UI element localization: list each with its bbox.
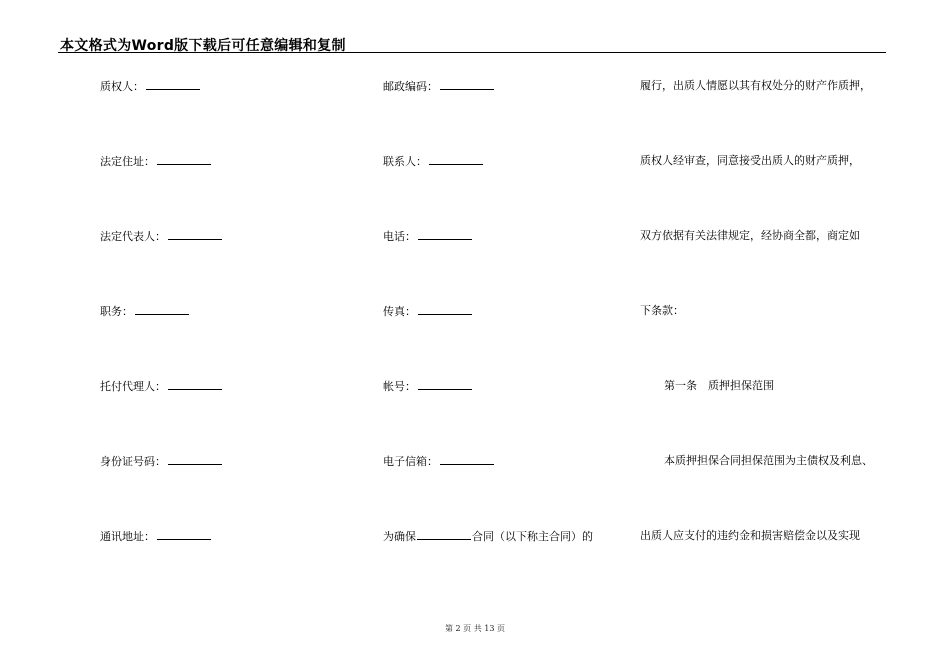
sentence-start: 为确保 bbox=[383, 530, 416, 543]
field-label: 法定住址： bbox=[100, 155, 155, 168]
phone-field bbox=[383, 229, 472, 244]
field-label: 职务： bbox=[100, 305, 133, 318]
mailing-address-field bbox=[100, 529, 211, 544]
main-contract-sentence bbox=[383, 529, 593, 544]
blank-line bbox=[168, 229, 222, 240]
blank-line bbox=[417, 529, 471, 540]
field-label: 质权人： bbox=[100, 80, 144, 93]
blank-line bbox=[429, 154, 483, 165]
field-label: 法定代表人： bbox=[100, 230, 166, 243]
blank-line bbox=[418, 229, 472, 240]
body-text-line: 履行，出质人情愿以其有权处分的财产作质押， bbox=[640, 79, 871, 92]
id-number-field bbox=[100, 454, 222, 469]
account-field bbox=[383, 379, 472, 394]
field-label: 邮政编码： bbox=[383, 80, 438, 93]
body-text-line: 下条款： bbox=[640, 304, 684, 317]
field-label: 托付代理人： bbox=[100, 380, 166, 393]
field-label: 通讯地址： bbox=[100, 530, 155, 543]
field-label: 帐号： bbox=[383, 380, 416, 393]
blank-line bbox=[418, 379, 472, 390]
body-text-line: 出质人应支付的违约金和损害赔偿金以及实现 bbox=[640, 529, 860, 542]
field-label: 传真： bbox=[383, 305, 416, 318]
blank-line bbox=[168, 454, 222, 465]
body-text-line: 双方依据有关法律规定，经协商全都，商定如 bbox=[640, 229, 860, 242]
blank-line bbox=[157, 529, 211, 540]
article-heading: 第一条 质押担保范围 bbox=[664, 379, 774, 392]
blank-line bbox=[168, 379, 222, 390]
blank-line bbox=[440, 79, 494, 90]
field-label: 联系人： bbox=[383, 155, 427, 168]
blank-line bbox=[440, 454, 494, 465]
email-field bbox=[383, 454, 494, 469]
postal-code-field bbox=[383, 79, 494, 94]
position-field bbox=[100, 304, 189, 319]
field-label: 电子信箱： bbox=[383, 455, 438, 468]
header-rule bbox=[58, 52, 886, 53]
agent-field bbox=[100, 379, 222, 394]
field-label: 电话： bbox=[383, 230, 416, 243]
field-label: 身份证号码： bbox=[100, 455, 166, 468]
blank-line bbox=[157, 154, 211, 165]
sentence-end: 合同（以下称主合同）的 bbox=[472, 530, 593, 543]
page-number: 第 2 页 共 13 页 bbox=[445, 624, 505, 633]
blank-line bbox=[146, 79, 200, 90]
legal-representative-field bbox=[100, 229, 222, 244]
blank-line bbox=[135, 304, 189, 315]
body-text-line: 本质押担保合同担保范围为主债权及利息、 bbox=[664, 454, 873, 467]
pledgee-field bbox=[100, 79, 200, 94]
body-text-line: 质权人经审查，同意接受出质人的财产质押， bbox=[640, 154, 860, 167]
fax-field bbox=[383, 304, 472, 319]
contact-person-field bbox=[383, 154, 483, 169]
legal-address-field bbox=[100, 154, 211, 169]
document-header: 本文格式为Word版下载后可任意编辑和复制 bbox=[60, 38, 346, 54]
blank-line bbox=[418, 304, 472, 315]
